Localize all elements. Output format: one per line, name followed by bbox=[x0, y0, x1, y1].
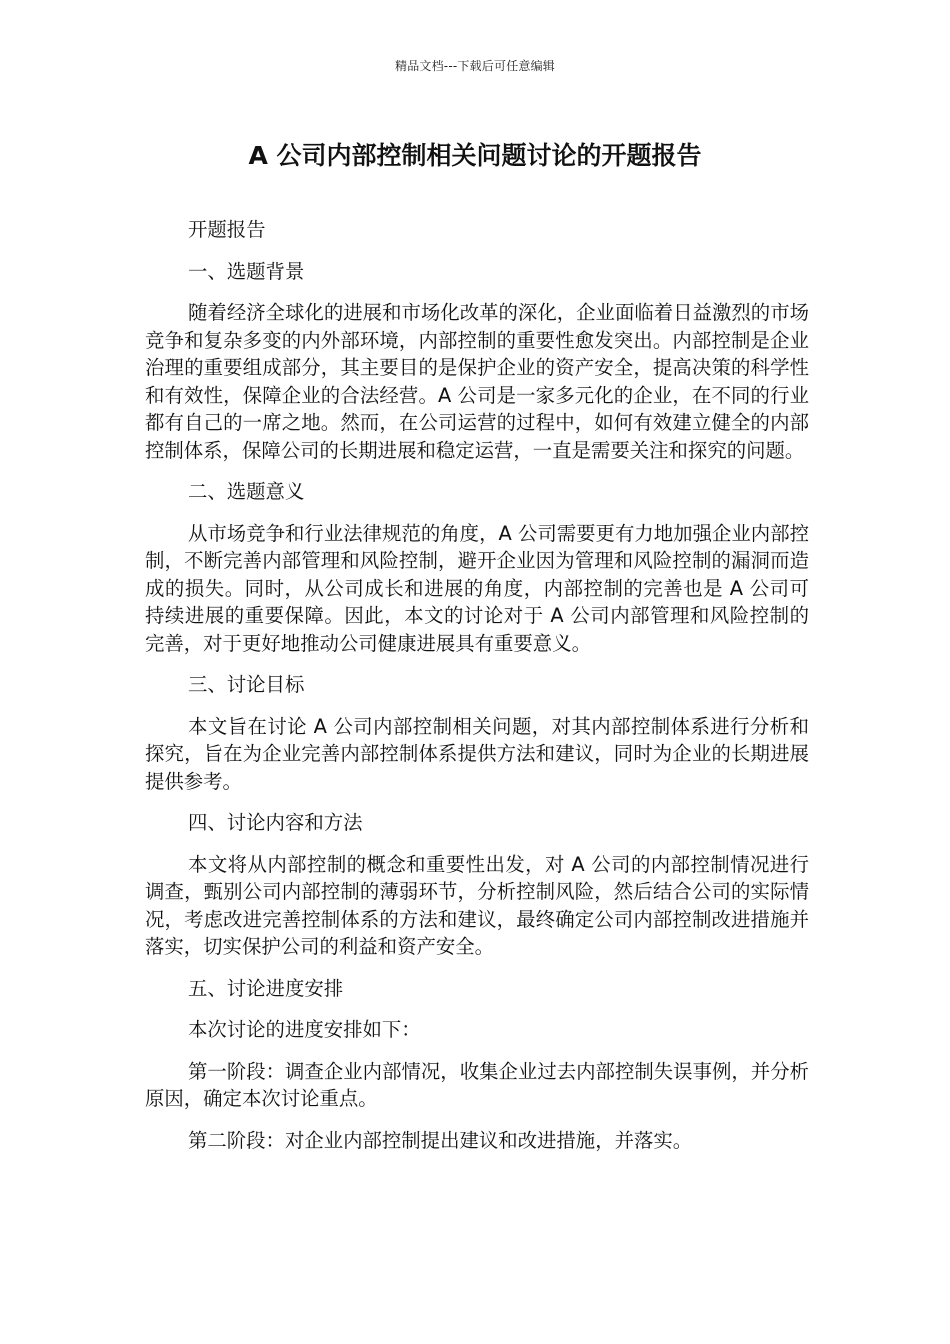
document-title: A 公司内部控制相关问题讨论的开题报告 bbox=[248, 141, 702, 170]
section-heading-significance: 二、选题意义 bbox=[188, 480, 305, 503]
paragraph-stage-one: 第一阶段：调查企业内部情况，收集企业过去内部控制失误事例，并分析原因，确定本次讨论重点。 bbox=[145, 1059, 809, 1110]
paragraph-stage-two: 第二阶段：对企业内部控制提出建议和改进措施，并落实。 bbox=[188, 1128, 693, 1152]
paragraph-objectives: 本文旨在讨论 A 公司内部控制相关问题，对其内部控制体系进行分析和探究，旨在为企业完善内部控制体系提供方法和建议，同时为企业的长期进展提供参考。 bbox=[145, 714, 809, 793]
paragraph-background: 随着经济全球化的进展和市场化改革的深化，企业面临着日益激烈的市场竞争和复杂多变的内外部环境，内部控制的重要性愈发突出。内部控制是企业治理的重要组成部分，其主要目的是保护企业的资产安全，提高决策的科学性和有效性，保障企业的合法经营。A 公司是一家多元化的企业，在不同的行业都有自己的一席之地。然而，在公司运营的过程中，如何有效建立健全的内部控制体系，保障公司的长期进展和稳定运营，一直是需要关注和探究的问题。 bbox=[145, 301, 809, 462]
paragraph-content-methods: 本文将从内部控制的概念和重要性出发，对 A 公司的内部控制情况进行调查，甄别公司内部控制的薄弱环节，分析控制风险，然后结合公司的实际情况，考虑改进完善控制体系的方法和建议，最终确定公司内部控制改进措施并落实，切实保护公司的利益和资产安全。 bbox=[145, 852, 809, 958]
paragraph-significance: 从市场竞争和行业法律规范的角度，A 公司需要更有力地加强企业内部控制，不断完善内部管理和风险控制，避开企业因为管理和风险控制的漏洞而造成的损失。同时，从公司成长和进展的角度，内部控制的完善也是 A 公司可持续进展的重要保障。因此，本文的讨论对于 A 公司内部管理和风险控制的完善，对于更好地推动公司健康进展具有重要意义。 bbox=[145, 521, 809, 655]
section-heading-schedule: 五、讨论进度安排 bbox=[188, 976, 344, 1000]
section-heading-objectives: 三、讨论目标 bbox=[188, 673, 305, 696]
section-heading-background: 一、选题背景 bbox=[188, 259, 305, 283]
paragraph-schedule-intro: 本次讨论的进度安排如下： bbox=[188, 1018, 421, 1041]
document-body bbox=[145, 216, 809, 1168]
header-note: 精品文档---下载后可任意编辑 bbox=[395, 59, 555, 73]
report-label: 开题报告 bbox=[188, 218, 266, 241]
section-heading-content-methods: 四、讨论内容和方法 bbox=[188, 811, 363, 834]
